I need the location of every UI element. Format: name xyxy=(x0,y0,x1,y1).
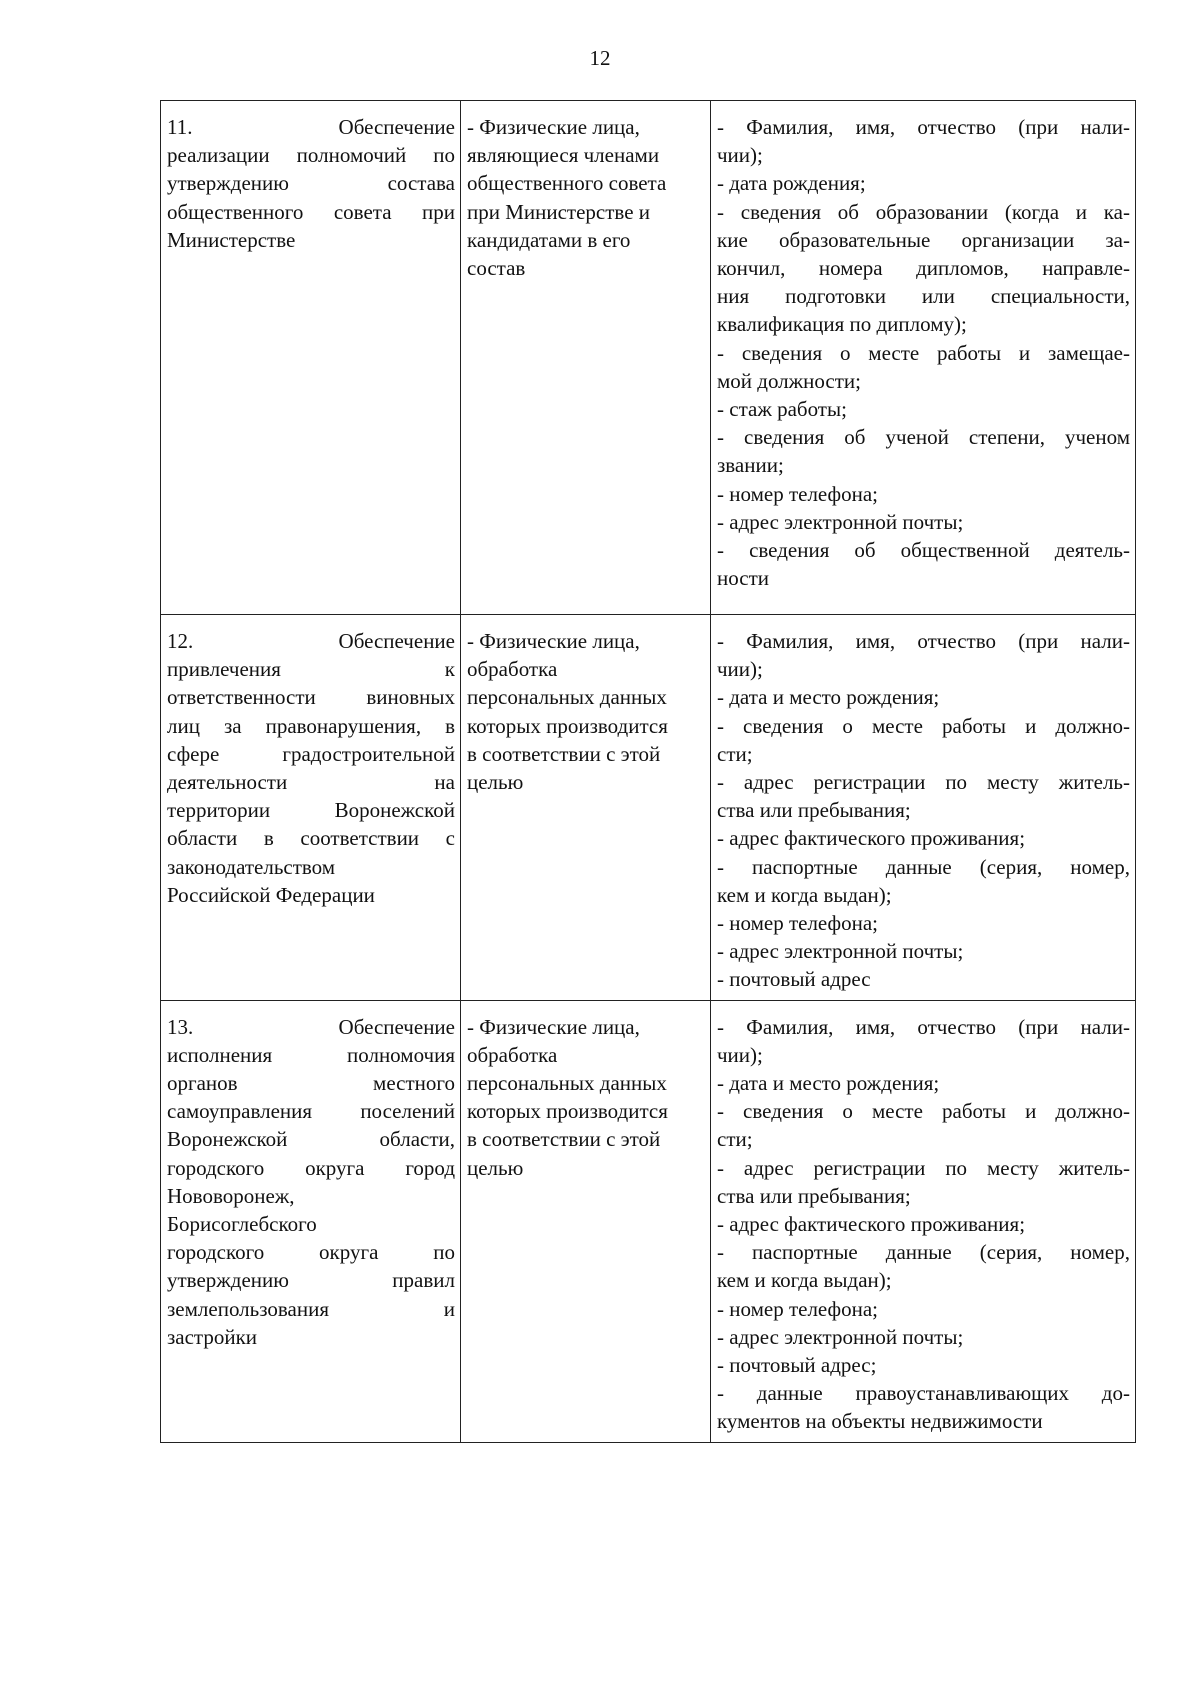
table-row xyxy=(161,101,1136,615)
cell-text-line: - почтовый адрес xyxy=(717,967,871,992)
cell-text-line: - Физические лица, xyxy=(467,629,640,653)
cell-text-line: территории Воронежской xyxy=(167,798,455,823)
cell-text-line: - адрес электронной почты; xyxy=(717,509,964,534)
data-categories-cell xyxy=(711,101,1136,615)
cell-text-line: 11. Обеспечение xyxy=(167,115,455,139)
cell-text-line: - адрес фактического проживания; xyxy=(717,826,1026,851)
cell-text-line: деятельности на xyxy=(167,770,455,795)
subjects-cell xyxy=(461,101,711,615)
cell-text-line: чии); xyxy=(717,657,763,682)
cell-text-line: застройки xyxy=(167,1324,258,1349)
cell-text-line: Воронежской области, xyxy=(167,1127,455,1152)
cell-text-line: городского округа город xyxy=(167,1155,455,1180)
cell-text-line: - Фамилия, имя, отчество (при нали- xyxy=(717,115,1130,139)
cell-text-line: - Фамилия, имя, отчество (при нали- xyxy=(717,1014,1130,1039)
cell-text-line: кументов на объекты недвижимости xyxy=(717,1409,1043,1434)
cell-text-line: Российской Федерации xyxy=(167,882,375,907)
cell-text-line: состав xyxy=(467,256,526,281)
cell-text-line: мой должности; xyxy=(717,368,862,393)
cell-text-line: - сведения о месте работы и должно- xyxy=(717,1099,1130,1124)
cell-text-line: - почтовый адрес; xyxy=(717,1353,877,1378)
subjects-cell xyxy=(461,615,711,1001)
cell-text-line: Борисоглебского xyxy=(167,1212,317,1237)
cell-text-line: утверждению состава xyxy=(167,171,455,196)
page-number: 12 xyxy=(589,46,611,70)
cell-text-line: персональных данных xyxy=(467,1071,667,1096)
cell-text-line: в соответствии с этой xyxy=(467,741,661,766)
cell-text-line: ства или пребывания; xyxy=(717,1183,911,1208)
cell-text-line: - сведения об образовании (когда и ка- xyxy=(717,199,1130,224)
purpose-cell xyxy=(161,615,461,1001)
cell-text-line: - адрес фактического проживания; xyxy=(717,1212,1026,1237)
cell-text-line: лиц за правонарушения, в xyxy=(167,713,455,738)
cell-text-line: - дата и место рождения; xyxy=(717,685,940,710)
cell-text-line: в соответствии с этой xyxy=(467,1127,661,1152)
cell-text-line: ответственности виновных xyxy=(167,685,455,710)
cell-text-line: целью xyxy=(467,770,524,795)
cell-text-line: ства или пребывания; xyxy=(717,798,911,823)
cell-text-line: целью xyxy=(467,1155,524,1180)
cell-text-line: - адрес регистрации по месту житель- xyxy=(717,770,1130,795)
cell-text-line: чии); xyxy=(717,1042,763,1067)
cell-text-line: - номер телефона; xyxy=(717,911,878,936)
cell-text-line: кем и когда выдан); xyxy=(717,882,892,907)
cell-text-line: сти; xyxy=(717,741,753,766)
data-categories-cell xyxy=(711,1000,1136,1442)
cell-text-line: звании; xyxy=(717,453,784,478)
cell-text-line: ния подготовки или специальности, xyxy=(717,284,1130,309)
cell-text-line: - дата рождения; xyxy=(717,171,866,196)
cell-text-line: 13. Обеспечение xyxy=(167,1014,455,1039)
cell-text-line: чии); xyxy=(717,143,763,168)
table-row xyxy=(161,615,1136,1001)
cell-text-line: исполнения полномочия xyxy=(167,1042,455,1067)
cell-text-line: - паспортные данные (серия, номер, xyxy=(717,854,1130,879)
cell-text-line: обработка xyxy=(467,1042,558,1067)
cell-text-line: - сведения об ученой степени, ученом xyxy=(717,425,1130,450)
cell-text-line: кончил, номера дипломов, направле- xyxy=(717,256,1130,281)
subjects-cell xyxy=(461,1000,711,1442)
cell-text-line: сфере градостроительной xyxy=(167,741,455,766)
cell-text-line: - сведения об общественной деятель- xyxy=(717,538,1130,563)
cell-text-line: - сведения о месте работы и замещае- xyxy=(717,340,1130,365)
data-categories-cell xyxy=(711,615,1136,1001)
cell-text-line: самоуправления поселений xyxy=(167,1099,455,1124)
cell-text-line: законодательством xyxy=(167,854,336,879)
cell-text-line: квалификация по диплому); xyxy=(717,312,967,337)
cell-text-line: - адрес регистрации по месту житель- xyxy=(717,1155,1130,1180)
personal-data-table xyxy=(160,100,1136,1443)
cell-text-line: реализации полномочий по xyxy=(167,143,455,168)
cell-text-line: - номер телефона; xyxy=(717,1296,878,1321)
cell-text-line: - дата и место рождения; xyxy=(717,1071,940,1096)
cell-text-line: 12. Обеспечение xyxy=(167,629,455,653)
cell-text-line: которых производится xyxy=(467,713,668,738)
cell-text-line: при Министерстве и xyxy=(467,199,651,224)
purpose-cell xyxy=(161,101,461,615)
cell-text-line: - сведения о месте работы и должно- xyxy=(717,713,1130,738)
cell-text-line: - номер телефона; xyxy=(717,481,878,506)
cell-text-line: кандидатами в его xyxy=(467,227,631,252)
cell-text-line: области в соответствии с xyxy=(167,826,455,851)
cell-text-line: Министерстве xyxy=(167,227,296,252)
cell-text-line: кем и когда выдан); xyxy=(717,1268,892,1293)
cell-text-line: - Физические лица, xyxy=(467,115,640,139)
cell-text-line: - паспортные данные (серия, номер, xyxy=(717,1240,1130,1265)
purpose-cell xyxy=(161,1000,461,1442)
cell-text-line: привлечения к xyxy=(167,657,455,682)
cell-text-line: органов местного xyxy=(167,1071,455,1096)
cell-text-line: ности xyxy=(717,566,769,591)
cell-text-line: - Физические лица, xyxy=(467,1014,640,1039)
cell-text-line: общественного совета при xyxy=(167,199,455,224)
table-row xyxy=(161,1000,1136,1442)
cell-text-line: обработка xyxy=(467,657,558,682)
cell-text-line: кие образовательные организации за- xyxy=(717,227,1130,252)
cell-text-line: Нововоронеж, xyxy=(167,1183,295,1208)
cell-text-line: - адрес электронной почты; xyxy=(717,939,964,964)
cell-text-line: - адрес электронной почты; xyxy=(717,1324,964,1349)
cell-text-line: - данные правоустанавливающих до- xyxy=(717,1381,1130,1406)
cell-text-line: общественного совета xyxy=(467,171,667,196)
cell-text-line: утверждению правил xyxy=(167,1268,455,1293)
cell-text-line: персональных данных xyxy=(467,685,667,710)
cell-text-line: - Фамилия, имя, отчество (при нали- xyxy=(717,629,1130,653)
cell-text-line: землепользования и xyxy=(167,1296,455,1321)
cell-text-line: являющиеся членами xyxy=(467,143,660,168)
cell-text-line: городского округа по xyxy=(167,1240,455,1265)
cell-text-line: сти; xyxy=(717,1127,753,1152)
cell-text-line: - стаж работы; xyxy=(717,397,847,422)
cell-text-line: которых производится xyxy=(467,1099,668,1124)
